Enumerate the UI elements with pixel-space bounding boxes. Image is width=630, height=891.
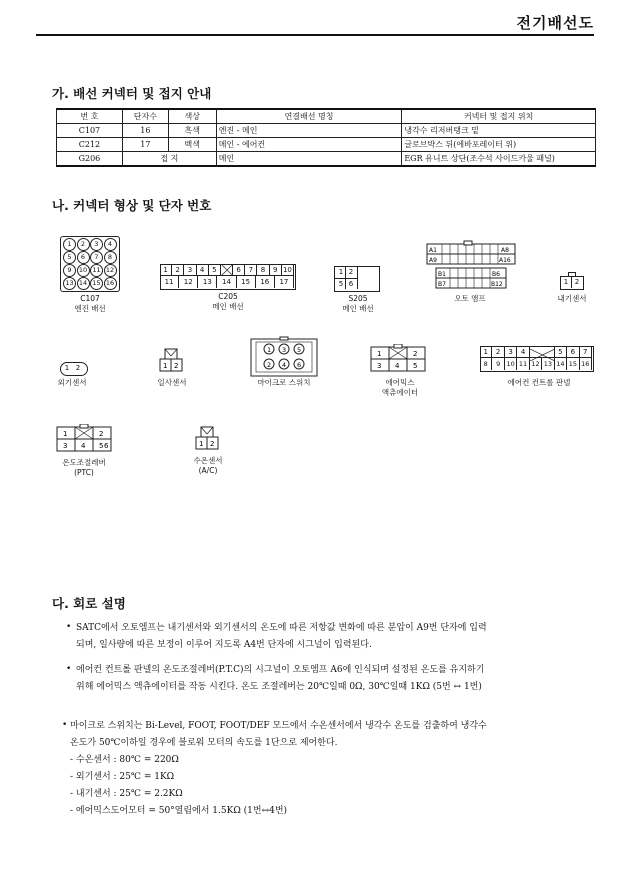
cell-number: C212 — [57, 138, 123, 152]
c205-pin: 5 — [209, 264, 221, 276]
autoamp-a1: A1 — [429, 247, 437, 254]
ac-panel-pin: 10 — [505, 358, 517, 370]
sun-sensor-pin: 1 — [163, 362, 168, 370]
connector-in-sensor — [558, 272, 588, 294]
in-sensor-pin: 1 — [563, 278, 569, 286]
in-sensor-pin: 2 — [574, 278, 580, 286]
svg-text:3: 3 — [282, 346, 287, 354]
svg-text:1: 1 — [267, 346, 272, 354]
c107-pin: 6 — [77, 251, 90, 264]
ac-panel-pin: 11 — [517, 358, 529, 370]
cell-ground: 접 지 — [122, 152, 216, 167]
cell-location: 글로브박스 뒤(에바포레이터 위) — [402, 138, 596, 152]
svg-text:5: 5 — [99, 442, 104, 450]
svg-text:5: 5 — [413, 362, 418, 370]
ac-panel-pin: 7 — [580, 346, 592, 358]
connector-out-sensor — [60, 362, 90, 378]
table-row — [57, 138, 596, 152]
cell-number: C107 — [57, 124, 123, 138]
svg-text:6: 6 — [297, 361, 302, 369]
c107-pin: 13 — [63, 277, 76, 290]
col-harness: 연결배선 명칭 — [216, 109, 402, 124]
sun-sensor-label: 일사센서 — [157, 378, 187, 387]
page-title: 전기배선도 — [516, 14, 594, 32]
connector-c205 — [160, 264, 296, 290]
c205-pin: 13 — [198, 276, 217, 288]
s205-pin: 5 — [338, 280, 344, 288]
connector-c107 — [60, 236, 120, 292]
ac-panel-label: 에어컨 컨트롤 판넬 — [507, 378, 571, 387]
c107-label: 엔진 배선 — [74, 304, 106, 313]
svg-text:2: 2 — [210, 440, 215, 448]
micro-switch-label: 마이크로 스위치 — [257, 378, 311, 387]
c107-pin: 16 — [104, 277, 117, 290]
ac-panel-pin: 12 — [530, 358, 542, 370]
svg-text:6: 6 — [104, 442, 109, 450]
c107-pin: 2 — [77, 238, 90, 251]
ac-panel-pin: 1 — [480, 346, 492, 358]
svg-text:3: 3 — [377, 362, 382, 370]
ac-panel-pin: 15 — [567, 358, 579, 370]
table-header-row — [57, 109, 596, 124]
cell-color: 백색 — [168, 138, 216, 152]
autoamp-b12: B12 — [491, 281, 503, 288]
connector-auto-amp — [426, 240, 518, 292]
cell-color: 흑색 — [168, 124, 216, 138]
c205-pin: 4 — [197, 264, 209, 276]
sun-sensor-pin: 2 — [174, 362, 179, 370]
mix-actuator-label-1: 에어믹스 — [385, 378, 415, 387]
paragraph-1: SATC에서 오토엠프는 내기센서와 외기센서의 온도에 따른 저항값 변화에 따른 분압이 A9번 단자에 입력 되며, 일사량에 따른 보정이 이루어 지도록 A4번 단자에 시그널이 입력된다. — [76, 623, 487, 650]
paragraph-2: 에어컨 컨트롤 판넬의 온도조절레버(P.T.C)의 시그널이 오토엠프 A6에 인식되며 설정된 온도를 유지하기 위해 에어믹스 액츄에이터를 작동 시킨다. 온도 조절레버는 20℃일때 0Ω, 30℃일때 1KΩ (5번 ↔ 1번) — [76, 665, 485, 692]
c107-pin: 14 — [77, 277, 90, 290]
c107-pin: 12 — [104, 264, 117, 277]
spec-line: - 내기센서 : 25℃ = 2.2KΩ — [70, 789, 183, 799]
table-row — [57, 152, 596, 167]
ac-panel-pin: 16 — [580, 358, 592, 370]
c205-pin: 16 — [256, 276, 275, 288]
water-sensor-label-1: 수온센서 — [193, 456, 223, 465]
svg-text:2: 2 — [267, 361, 272, 369]
water-sensor-label-2: (A/C) — [198, 466, 218, 475]
bullet: • — [66, 622, 72, 632]
out-sensor-label: 외기센서 — [57, 378, 87, 387]
c107-pin: 11 — [90, 264, 103, 277]
section-c-title: 다. 회로 설명 — [52, 596, 126, 611]
cell-harness: 메인 - 에어컨 — [216, 138, 402, 152]
cell-harness: 메인 — [216, 152, 402, 167]
in-sensor-label: 내기센서 — [557, 294, 587, 303]
c205-pin: 14 — [217, 276, 236, 288]
out-sensor-pin: 1 — [64, 364, 70, 372]
ac-panel-pin: 2 — [492, 346, 504, 358]
svg-text:1: 1 — [199, 440, 204, 448]
svg-text:4: 4 — [282, 361, 287, 369]
ptc-label-2: (PTC) — [74, 468, 94, 477]
autoamp-b7: B7 — [438, 281, 446, 288]
ac-panel-pin: 14 — [555, 358, 567, 370]
cell-pins: 17 — [122, 138, 168, 152]
c205-pin: 10 — [282, 264, 294, 276]
connector-table — [56, 108, 596, 167]
col-number: 번 호 — [57, 109, 123, 124]
s205-pin: 1 — [338, 268, 344, 276]
auto-amp-drawing — [426, 240, 518, 292]
ac-panel-pin: 4 — [517, 346, 529, 358]
c205-code: C205 — [218, 292, 238, 301]
c205-pin: 6 — [233, 264, 245, 276]
cell-number: G206 — [57, 152, 123, 167]
c205-pin — [221, 264, 233, 276]
c107-pin: 10 — [77, 264, 90, 277]
ac-panel-pin: 13 — [542, 358, 554, 370]
svg-text:4: 4 — [81, 442, 86, 450]
ac-panel-pin: 5 — [555, 346, 567, 358]
cell-location: 냉각수 리저버탱크 밑 — [402, 124, 596, 138]
c205-pin: 9 — [270, 264, 282, 276]
c107-pin: 5 — [63, 251, 76, 264]
bullet: • — [66, 664, 72, 674]
autoamp-a16: A16 — [499, 257, 511, 264]
s205-label: 메인 배선 — [342, 304, 374, 313]
svg-text:1: 1 — [377, 350, 382, 358]
c205-pin: 8 — [257, 264, 269, 276]
svg-text:1: 1 — [63, 430, 68, 438]
connector-water-sensor — [194, 426, 224, 454]
svg-text:2: 2 — [413, 350, 418, 358]
c107-pin: 15 — [90, 277, 103, 290]
s205-code: S205 — [348, 294, 368, 303]
spec-line: - 외기센서 : 25℃ = 1KΩ — [70, 772, 175, 782]
ac-panel-pin: 9 — [492, 358, 504, 370]
connector-s205 — [334, 266, 380, 292]
connector-mix-actuator — [370, 344, 428, 374]
connector-ptc — [56, 424, 114, 454]
cell-pins: 16 — [122, 124, 168, 138]
c205-pin: 7 — [245, 264, 257, 276]
c205-pin: 3 — [184, 264, 196, 276]
out-sensor-pin: 2 — [75, 364, 81, 372]
autoamp-b6: B6 — [492, 271, 500, 278]
svg-text:3: 3 — [63, 442, 68, 450]
ac-panel-pin: 8 — [480, 358, 492, 370]
c107-pin: 4 — [104, 238, 117, 251]
connector-micro-switch — [250, 336, 320, 378]
c205-pin: 17 — [275, 276, 294, 288]
svg-text:5: 5 — [297, 346, 302, 354]
c205-pin: 1 — [160, 264, 172, 276]
table-row — [57, 124, 596, 138]
ptc-label-1: 온도조절레버 — [62, 458, 106, 467]
autoamp-a8: A8 — [501, 247, 509, 254]
col-color: 색상 — [168, 109, 216, 124]
ac-panel-pin: 6 — [567, 346, 579, 358]
c205-pin: 12 — [179, 276, 198, 288]
autoamp-label: 오토 앰프 — [454, 294, 486, 303]
c107-pin: 7 — [90, 251, 103, 264]
bullet: • — [62, 720, 68, 730]
svg-text:4: 4 — [395, 362, 400, 370]
c205-pin: 15 — [237, 276, 256, 288]
connector-sun-sensor — [158, 348, 188, 376]
s205-pin: 6 — [348, 280, 354, 288]
c107-pin: 1 — [63, 238, 76, 251]
spec-line: - 에어믹스도어모터 = 50°열림에서 1.5KΩ (1번↔4번) — [70, 806, 288, 816]
c107-pin: 8 — [104, 251, 117, 264]
cell-harness: 엔진 - 메인 — [216, 124, 402, 138]
autoamp-b1: B1 — [438, 271, 446, 278]
header-rule — [36, 34, 594, 36]
ac-panel-blank-cell — [530, 346, 555, 358]
c205-label: 메인 배선 — [212, 302, 244, 311]
paragraph-3: 마이크로 스위치는 Bi-Level, FOOT, FOOT/DEF 모드에서 수온센서에서 냉각수 온도를 검출하여 냉각수 온도가 50℃이하일 경우에 블로워 모터의 속도를 1단으로 제어한다. - 수온센서 : 80℃ = 220Ω - 외기센서 : 25℃ = 1KΩ - 내기센서 : 25℃ = 2.2KΩ - 에어믹스도어모터 = 50°열림에서 1.5KΩ (1번↔4번) — [70, 718, 606, 820]
c107-code: C107 — [80, 294, 100, 303]
svg-text:2: 2 — [99, 430, 104, 438]
c107-pin: 9 — [63, 264, 76, 277]
section-a-title: 가. 배선 커넥터 및 접지 안내 — [52, 86, 212, 101]
cell-location: EGR 유니트 상단(조수석 사이드카울 패널) — [402, 152, 596, 167]
section-b-title: 나. 커넥터 형상 및 단자 번호 — [52, 198, 212, 213]
autoamp-a9: A9 — [429, 257, 437, 264]
s205-pin: 2 — [348, 268, 354, 276]
connector-ac-panel — [480, 346, 594, 374]
c205-pin: 2 — [172, 264, 184, 276]
col-pins: 단자수 — [122, 109, 168, 124]
mix-actuator-label-2: 액츄에이터 — [381, 388, 419, 397]
c205-pin: 11 — [160, 276, 179, 288]
ac-panel-pin: 3 — [505, 346, 517, 358]
col-location: 커넥터 및 접지 위치 — [402, 109, 596, 124]
spec-line: - 수온센서 : 80℃ = 220Ω — [70, 755, 179, 765]
c107-pin: 3 — [90, 238, 103, 251]
